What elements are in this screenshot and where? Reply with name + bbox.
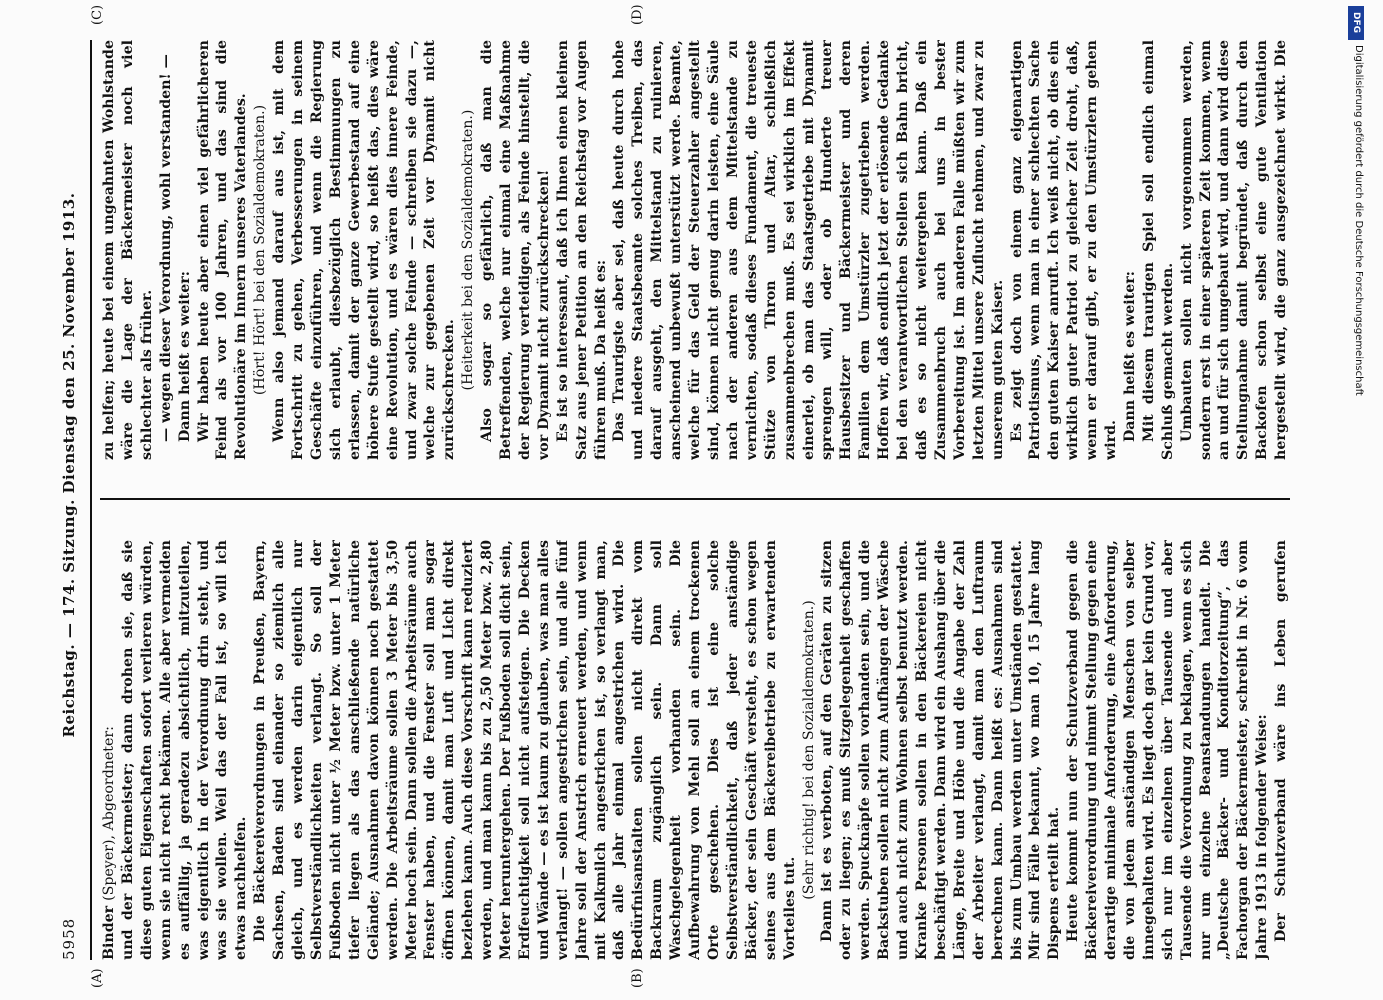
speaker-name: Binder xyxy=(101,905,117,960)
paragraph: Mit diesem traurigen Spiel soll endlich einmal Schluß gemacht werden. xyxy=(1140,40,1176,460)
page-header xyxy=(60,40,84,960)
paragraph: Wir haben heute aber einen viel gefährlicheren Feind als vor 100 Jahren, und das sind die Revolutionäre im Innern unseres Vaterlandes. xyxy=(195,40,250,460)
paragraph: Die Bäckereiverordnungen in Preußen, Bayern, Sachsen, Baden sind einander so ziemlich alle gleich, und es werden darin eigentlich nur Selbstverständlichkeiten verlangt. So soll der Fußboden nicht unter ½ Meter bzw. unter 1 Meter tiefer liegen als das anschließende natürliche Gelände; Ausnahmen davon können noch gestattet werden. Die Arbeitsräume sollen 3 Meter bis 3,50 Meter hoch sein. Dann sollen die Arbeitsräume auch Fenster haben, und die Fenster soll man sogar öffnen können, damit man Luft und Licht direkt beziehen kann. Auch diese Vorschrift kann reduziert werden, und man kann bis zu 2,50 Meter bzw. 2,80 Meter heruntergehen. Der Fußboden soll dicht sein, Erdfeuchtigkeit soll nicht aufsteigen. Die Decken und Wände — es ist kaum zu glauben, was man alles verlangt! — sollen angestrichen sein, und alle fünf Jahre soll der Anstrich erneuert werden, und wenn mit Kalkmilch angestrichen ist, so verlangt man, daß alle Jahr einmal angestrichen wird. Die Bedürfnisanstalten sollen nicht direkt vom Backraum zugänglich sein. Dann soll Waschgelegenheit vorhanden sein. Die Aufbewahrung von Mehl soll an einem trockenen Orte geschehen. Dies ist eine solche Selbstverständlichkeit, daß jeder anständige Bäcker, der sein Geschäft versteht, es schon wegen seines aus dem Bäckereibetriebe zu erwartenden Vorteiles tut. xyxy=(252,540,798,960)
margin-marker-b: (B) xyxy=(630,968,645,988)
paragraph: Dann heißt es weiter: xyxy=(176,271,193,442)
right-column xyxy=(100,40,1290,460)
rotated-page xyxy=(60,4,1300,988)
paragraph: und der Bäckermeister; dann drohen sie, daß sie diese guten Eigenschaften sofort verlieren würden, wenn sie nicht recht bekämen. Alle aber vermeiden es auffällig, ja geradezu absichtlich, mitzuteilen, was eigentlich in der Verordnung drin steht, und was sie wollen. Weil das der Fall ist, so will ich etwas nachhelfen. xyxy=(119,540,250,960)
margin-marker-a: (A) xyxy=(90,968,105,988)
paragraph: — wegen dieser Verordnung, wohl verstanden! — xyxy=(157,54,174,442)
column-divider xyxy=(100,498,1290,500)
interjection: (Hört! Hört! bei den Sozialdemokraten.) xyxy=(252,104,269,396)
running-head: Reichstag. — 174. Sitzung. Dienstag den 25. November 1913. xyxy=(60,192,78,738)
speaker-line xyxy=(100,540,119,960)
paragraph: Also sogar so gefährlich, daß man die Betreffenden, welche nur einmal eine Maßnahme der Regierung verteidigen, als Feinde hinstellt, die vor Dynamit nicht zurückschrecken! xyxy=(479,40,552,460)
paragraph: Umbauten sollen nicht vorgenommen werden, sondern erst in einer späteren Zeit kommen, wenn an und für sich umgebaut wird, und dann wird diese Stellungnahme damit begründet, daß durch den Backofen schon selbst eine gute Ventilation hergestellt wird, die ganz ausgezeichnet wirkt. Die xyxy=(1178,40,1290,460)
paragraph: Heute kommt nun der Schutzverband gegen die Bäckereiverordnung und nimmt Stellung gegen eine derartige minimale Anforderung, eine Anforderung, die von jedem anständigen Menschen von selber innegehalten wird. Es liegt doch gar kein Grund vor, sich nur im einzelnen über Tausende und aber Tausende die Verordnung zu beklagen, wenn es sich nur um einzelne Beanstandungen handelt. Die „Deutsche Bäcker- und Konditorzeitung“, das Fachorgan der Bäckermeister, schreibt in Nr. 6 vom Jahre 1913 in folgender Weise: xyxy=(1065,540,1271,960)
interjection: (Sehr richtig! bei den Sozialdemokraten.) xyxy=(800,600,817,900)
paragraph: zu helfen; heute bei einem ungeahnten Wohlstande wäre die Lage der Bäckermeister noch viel schlechter als früher. xyxy=(101,40,155,460)
paragraph: Das Traurigste aber sei, daß heute durch hohe und niedere Staatsbeamte solches Treiben, das darauf ausgeht, den Mittelstand zu ruinieren, anscheinend unbewußt unterstützt werde. Beamte, welche für das Geld der Steuerzahler angestellt sind, können nicht genug darin leisten, eine Säule nach der anderen aus dem Mittelstande zu vernichten, sodaß dieses Fundament, die treueste Stütze von Thron und Altar, schließlich zusammenbrechen muß. Es sei wirklich im Effekt einerlei, ob man das Staatsgetriebe mit Dynamit sprengen will, oder ob Hunderte treuer Hausbesitzer und Bäckermeister und deren Familien dem Umstürzler zugetrieben werden. Hoffen wir, daß endlich jetzt der erlösende Gedanke bei den verantwortlichen Stellen sich Bahn bricht, daß es so nicht weitergehen kann. Daß ein Zusammenbruch auch bei uns in bester Vorbereitung ist. Im anderen Falle müßten wir zum letzten Mittel unsere Zuflucht nehmen, und zwar zu unserem guten Kaiser. xyxy=(611,40,1006,460)
paragraph: Dann heißt es weiter: xyxy=(1121,271,1138,442)
digitization-note-text: Digitalisierung gefördert durch die Deutsche Forschungsgemeinschaft xyxy=(1353,45,1364,396)
interjection: (Heiterkeit bei den Sozialdemokraten.) xyxy=(460,109,477,391)
dfg-logo: DFG xyxy=(1348,6,1364,40)
paragraph: Dann ist es verboten, auf den Geräten zu sitzen oder zu liegen; es muß Sitzgelegenheit geschaffen werden. Spucknäpfe sollen vorhanden sein, und die Backstuben sollen nicht zum Aufhängen der Wäsche und auch nicht zum Wohnen selbst benutzt werden. Kranke Personen sollen in den Bäckereien nicht beschäftigt werden. Dann wird ein Aushang über die Länge, Breite und Höhe und die Angabe der Zahl der Arbeiter verlangt, damit man den Luftraum berechnen kann. Dann heißt es: Ausnahmen sind bis zum Umbau werden unter Umständen gestattet. Mir sind Fälle bekannt, wo man 10, 15 Jahre lang Dispens erteilt hat. xyxy=(819,540,1063,960)
paragraph: Es ist so interessant, daß ich Ihnen einen kleinen Satz aus jener Petition an den Reichstag vor Augen führen muß. Da heißt es: xyxy=(554,40,609,460)
speaker-note: (Speyer), Abgeordneter: xyxy=(101,726,117,901)
paragraph: Wenn also jemand darauf aus ist, mit dem Fortschritt zu gehen, Verbesserungen in seinem Geschäfte einzuführen, und wenn die Regierung sich erlaubt, diesbezüglich Bestimmungen zu erlassen, damit der ganze Gewerbestand auf eine höhere Stufe gestellt wird, so heißt das, dies wäre eine Revolution, und es wären dies innere Feinde, und zwar solche Feinde — schreiben sie dazu —, welche zur gegebenen Zeit vor Dynamit nicht zurückschrecken. xyxy=(271,40,458,460)
paragraph: Der Schutzverband wäre ins Leben gerufen xyxy=(1273,540,1290,942)
digitization-note xyxy=(1348,5,1364,995)
page-number: 5958 xyxy=(60,917,78,960)
margin-marker-d: (D) xyxy=(630,4,645,25)
paragraph: Es zeigt doch von einem ganz eigenartigen Patriotismus, wenn man in einer schlechten Sache den guten Kaiser anruft. Ich weiß nicht, ob dies ein wirklich guter Patriot zu gleicher Zeit droht, daß, wenn er darauf gibt, er zu den Umstürzlern gehen wird. xyxy=(1008,40,1120,460)
margin-marker-c: (C) xyxy=(90,4,105,25)
left-column xyxy=(100,540,1290,960)
header-rule xyxy=(90,40,92,960)
